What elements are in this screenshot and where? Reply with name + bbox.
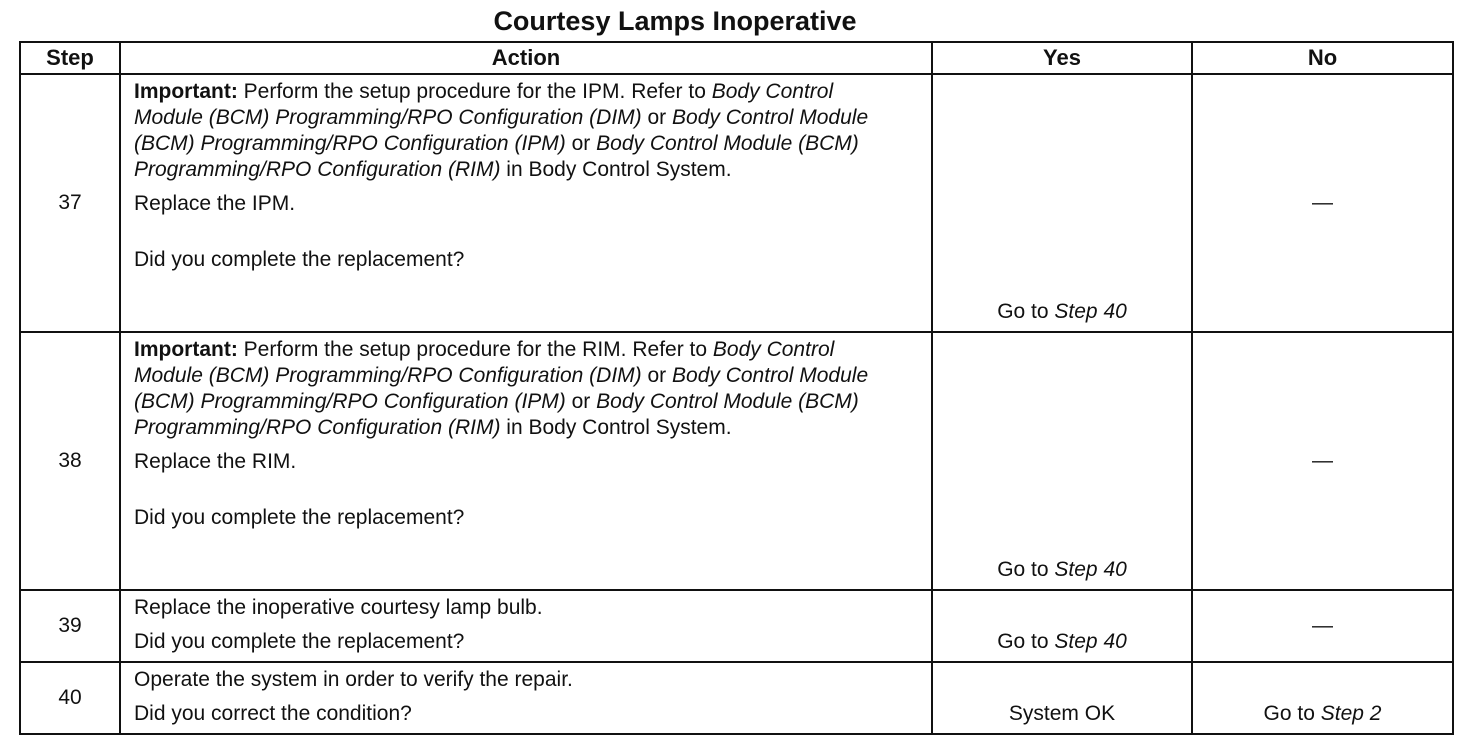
yes-prefix: Go to xyxy=(997,300,1049,323)
important-text: Perform the setup procedure for the RIM. Refer to xyxy=(243,338,708,361)
table-row xyxy=(20,662,1453,734)
important-label: Important: xyxy=(134,338,238,361)
yes-cell xyxy=(932,74,1192,332)
important-note xyxy=(134,337,904,441)
no-cell: — xyxy=(1192,590,1453,662)
question-text: Did you complete the replacement? xyxy=(134,248,465,271)
important-label: Important: xyxy=(134,80,238,103)
important-text: Perform the setup procedure for the IPM. Refer to xyxy=(243,80,706,103)
yes-cell xyxy=(932,590,1192,662)
table-row xyxy=(20,332,1453,590)
reference-link[interactable]: Body Control Module (BCM) Programming/RPO Configuration (IPM) xyxy=(134,106,869,155)
step-link[interactable]: Step 2 xyxy=(1320,702,1382,725)
step-number: 38 xyxy=(20,332,120,590)
yes-prefix: Go to xyxy=(997,558,1049,581)
diagnostic-table xyxy=(19,41,1454,735)
step-link[interactable]: Step 40 xyxy=(1054,300,1127,323)
no-cell: — xyxy=(1192,74,1453,332)
table-row xyxy=(20,74,1453,332)
yes-prefix: Go to xyxy=(997,630,1049,653)
instruction-text: Replace the IPM. xyxy=(134,192,296,215)
instruction-text: Operate the system in order to verify the repair. xyxy=(134,668,573,691)
header-action: Action xyxy=(120,42,932,74)
step-number: 40 xyxy=(20,662,120,734)
action-cell xyxy=(120,590,932,662)
connector-text: or xyxy=(571,132,591,155)
question-text: Did you correct the condition? xyxy=(134,702,412,725)
no-cell: — xyxy=(1192,332,1453,590)
instruction-text: Replace the inoperative courtesy lamp bulb. xyxy=(134,596,543,619)
action-cell xyxy=(120,662,932,734)
connector-text: or xyxy=(571,390,591,413)
header-no: No xyxy=(1192,42,1453,74)
question-text: Did you complete the replacement? xyxy=(134,630,465,653)
step-number: 37 xyxy=(20,74,120,332)
reference-link[interactable]: Body Control Module (BCM) Programming/RPO Configuration (RIM) xyxy=(134,132,859,181)
no-prefix: Go to xyxy=(1263,702,1315,725)
reference-link[interactable]: Body Control Module (BCM) Programming/RPO Configuration (IPM) xyxy=(134,364,869,413)
page-title: Courtesy Lamps Inoperative xyxy=(493,6,857,36)
step-link[interactable]: Step 40 xyxy=(1054,558,1127,581)
in-text: in Body Control System. xyxy=(506,158,732,181)
header-step: Step xyxy=(20,42,120,74)
step-number: 39 xyxy=(20,590,120,662)
action-cell xyxy=(120,74,932,332)
important-note xyxy=(134,79,904,183)
step-link[interactable]: Step 40 xyxy=(1054,630,1127,653)
no-cell xyxy=(1192,662,1453,734)
yes-cell xyxy=(932,332,1192,590)
connector-text: or xyxy=(647,364,667,387)
table-row xyxy=(20,590,1453,662)
header-yes: Yes xyxy=(932,42,1192,74)
instruction-text: Replace the RIM. xyxy=(134,450,297,473)
connector-text: or xyxy=(647,106,667,129)
in-text: in Body Control System. xyxy=(506,416,732,439)
reference-link[interactable]: Body Control Module (BCM) Programming/RPO Configuration (DIM) xyxy=(134,80,834,129)
reference-link[interactable]: Body Control Module (BCM) Programming/RPO Configuration (DIM) xyxy=(134,338,835,387)
header-row xyxy=(20,42,1453,74)
reference-link[interactable]: Body Control Module (BCM) Programming/RPO Configuration (RIM) xyxy=(134,390,859,439)
action-cell xyxy=(120,332,932,590)
yes-cell: System OK xyxy=(932,662,1192,734)
question-text: Did you complete the replacement? xyxy=(134,506,465,529)
